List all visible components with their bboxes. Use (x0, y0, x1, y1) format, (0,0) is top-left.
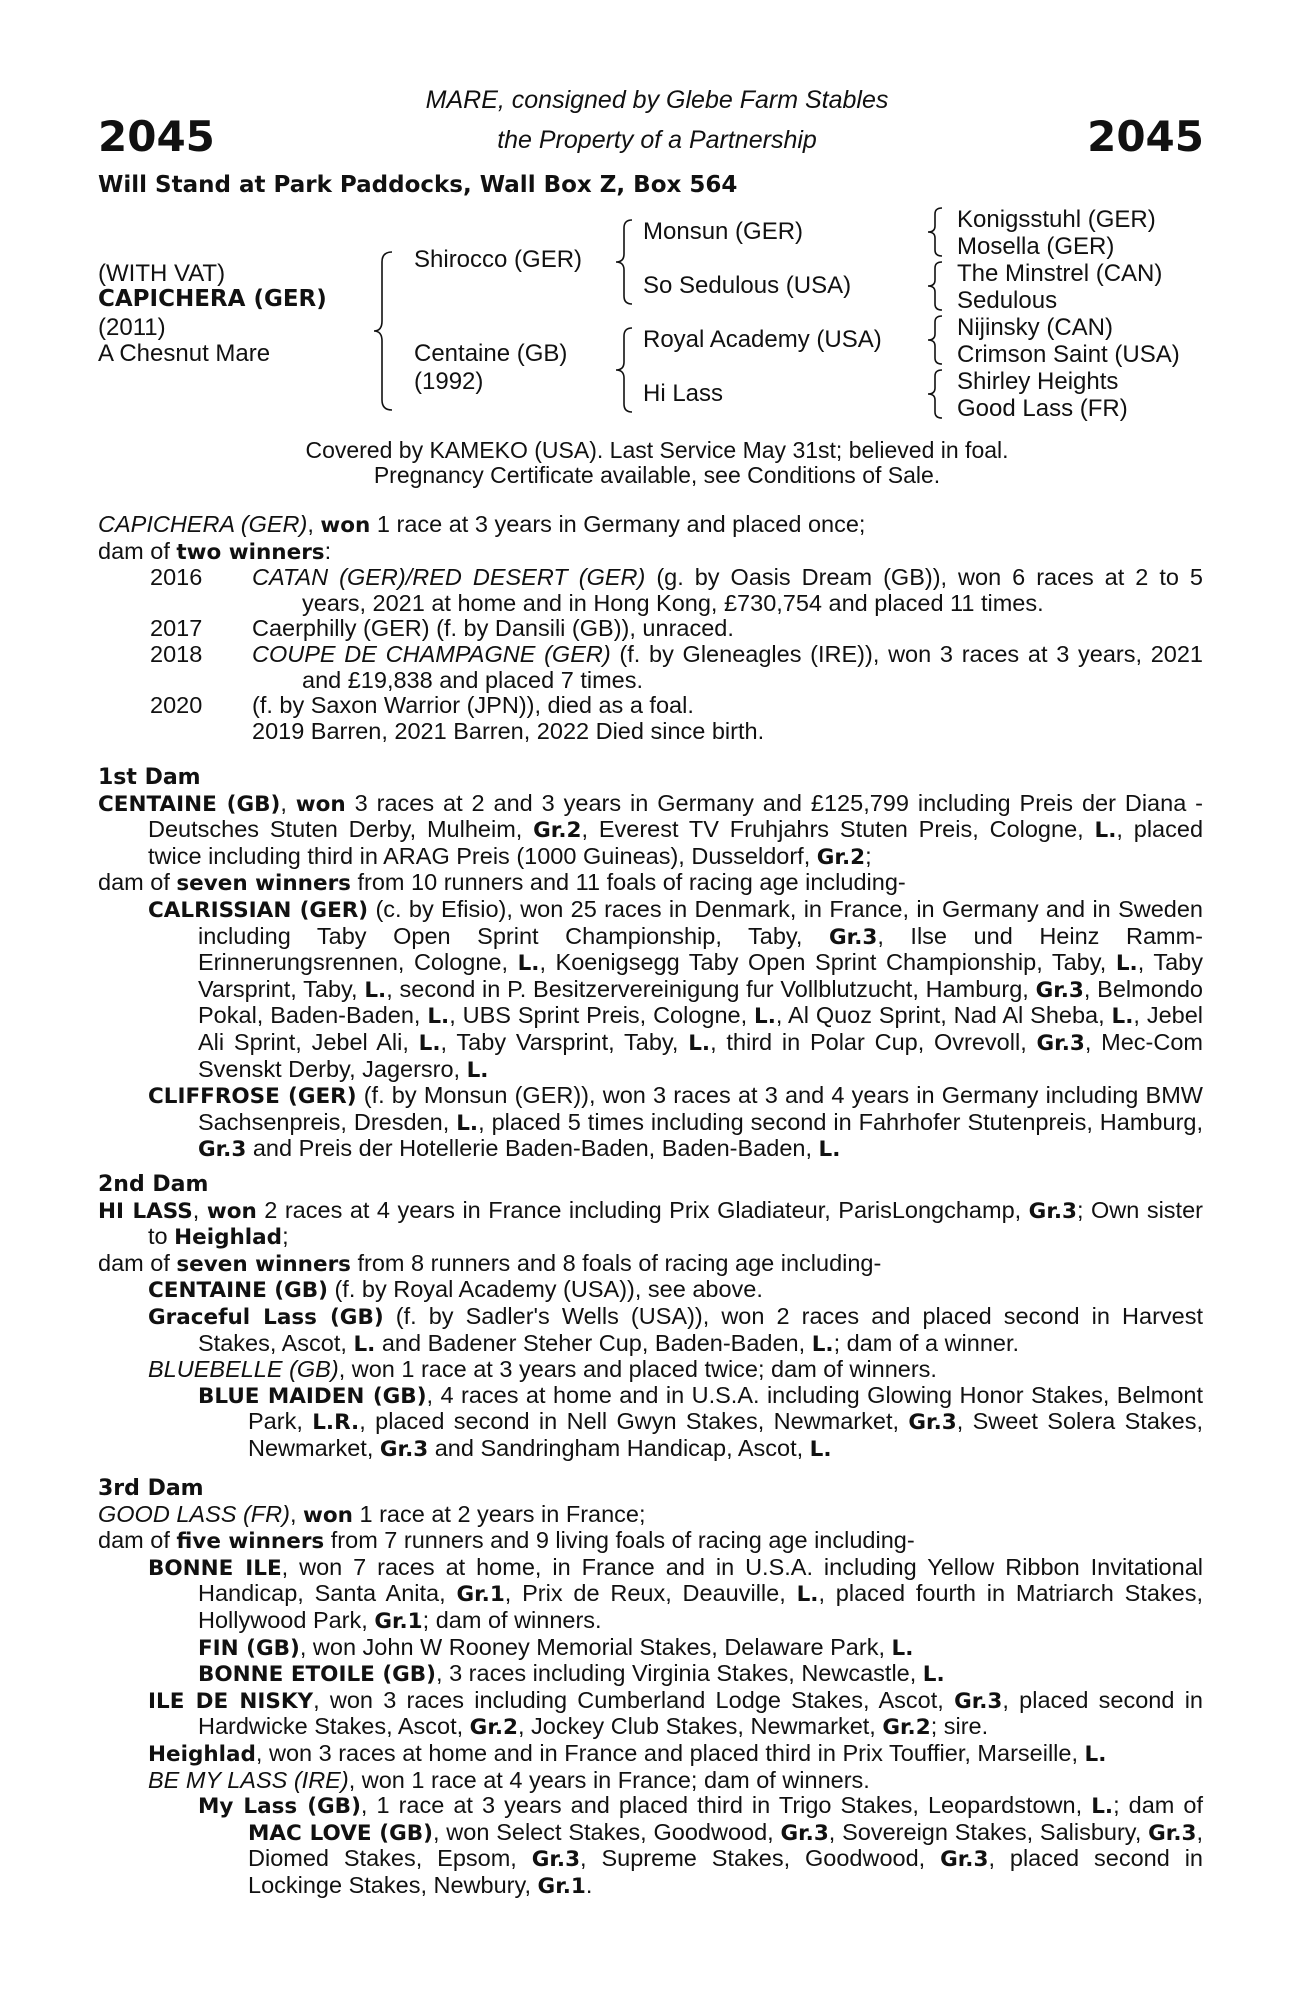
grandparent-8: Good Lass (FR) (957, 395, 1128, 422)
lot-number-right: 2045 (1087, 112, 1204, 161)
first-dam-heading: 1st Dam (98, 765, 201, 790)
third-dam-heading: 3rd Dam (98, 1476, 204, 1501)
third-dam-section: 3rd Dam GOOD LASS (FR), won 1 race at 2 years in France; dam of five winners from 7 runners and 9 living foals of racing age including- BONNE ILE, won 7 races at home, in France and in U.S.A. including Yellow Ribbon Invitational Handicap, Santa Anita, Gr.1, Prix de Reux, Deauville, L., placed fourth in Matriarch Stakes, Hollywood Park, Gr.1; dam of winners. FIN (GB), won John W Rooney Memorial Stakes, Delaware Park, L. BONNE ETOILE (GB), 3 races including Virginia Stakes, Newcastle, L. ILE DE NISKY, won 3 races including Cumberland Lodge Stakes, Ascot, Gr.3, placed second in Hardwicke Stakes, Ascot, Gr.2, Jockey Club Stakes, Newmarket, Gr.2; sire. Heighlad, won 3 races at home and in France and placed third in Prix Touffier, Marseille, L. BE MY LASS (IRE), won 1 race at 4 years in France; dam of winners. My Lass (GB), 1 race at 3 years and placed third in Trigo Stakes, Leopardstown, L.; dam of MAC LOVE (GB), won Select Stakes, Goodwood, Gr.3, Sovereign Stakes, Salisbury, Gr.3, Diomed Stakes, Epsom, Gr.3, Supreme Stakes, Goodwood, Gr.3, placed second in Lockinge Stakes, Newbury, Gr.1. (98, 1476, 1203, 1899)
covering-line1: Covered by KAMEKO (USA). Last Service May 31st; believed in foal. (305, 437, 1009, 463)
grandparent-1: Konigsstuhl (GER) (957, 206, 1156, 233)
centaine-entry: CENTAINE (GB) (f. by Royal Academy (USA)), see above. (148, 1276, 763, 1304)
mare-name: CAPICHERA (GER) (98, 511, 308, 537)
winners-count: two winners (176, 539, 325, 565)
fin-entry: FIN (GB), won John W Rooney Memorial Stakes, Delaware Park, L. (198, 1633, 914, 1661)
dam-sire: Royal Academy (USA) (643, 326, 882, 353)
grandparent-2: Mosella (GER) (957, 233, 1115, 260)
bonne-etoile-entry: BONNE ETOILE (GB), 3 races including Virginia Stakes, Newcastle, L. (198, 1660, 945, 1688)
calrissian-entry: CALRISSIAN (GER) (c. by Efisio), won 25 races in Denmark, in France, in Germany and in Sweden including Taby Open Sprint Championship, Taby, Gr.3, Ilse und Heinz Ramm-Erinnerungsrennen, Cologne, L., Koenigsegg Taby Open Sprint Championship, Taby, L., Taby Varsprint, Taby, L., second in P. Besitzervereinigung fur Vollblutzucht, Hamburg, Gr.3, Belmondo Pokal, Baden-Baden, L., UBS Sprint Preis, Cologne, L., Al Quoz Sprint, Nad Al Sheba, L., Jebel Ali Sprint, Jebel Ali, L., Taby Varsprint, Taby, L., third in Polar Cup, Ovrevoll, Gr.3, Mec-Com Svenskt Derby, Jagersro, L. (148, 895, 1204, 1083)
sire-dam: So Sedulous (USA) (643, 272, 852, 299)
brace-g3 (926, 314, 946, 366)
foal-row-2018: 2018 COUPE DE CHAMPAGNE (GER) (f. by Gleneagles (IRE)), won 3 races at 3 years, 2021 and £19,838 and placed 7 times. (150, 640, 1203, 693)
brace-g2 (926, 260, 946, 312)
brace-sire (614, 218, 636, 306)
first-dam-section: 1st Dam CENTAINE (GB), won 3 races at 2 and 3 years in Germany and £125,799 including Preis der Diana - Deutsches Stuten Derby, Mulheim, Gr.2, Everest TV Fruhjahrs Stuten Preis, Cologne, L., placed twice including third in ARAG Preis (1000 Guineas), Dusseldorf, Gr.2; dam of seven winners from 10 runners and 11 foals of racing age including- CALRISSIAN (GER) (c. by Efisio), won 25 races in Denmark, in France, in Germany and in Sweden including Taby Open Sprint Championship, Taby, Gr.3, Ilse und Heinz Ramm-Erinnerungsrennen, Cologne, L., Koenigsegg Taby Open Sprint Championship, Taby, L., Taby Varsprint, Taby, L., second in P. Besitzervereinigung fur Vollblutzucht, Hamburg, Gr.3, Belmondo Pokal, Baden-Baden, L., UBS Sprint Preis, Cologne, L., Al Quoz Sprint, Nad Al Sheba, L., Jebel Ali Sprint, Jebel Ali, L., Taby Varsprint, Taby, L., third in Polar Cup, Ovrevoll, Gr.3, Mec-Com Svenskt Derby, Jagersro, L. CLIFFROSE (GER) (f. by Monsun (GER)), won 3 races at 3 and 4 years in Germany including BMW Sachsenpreis, Dresden, L., placed 5 times including second in Fahrhofer Stutenpreis, Hamburg, Gr.3 and Preis der Hotellerie Baden-Baden, Baden-Baden, L. (98, 765, 1204, 1163)
grandparent-4: Sedulous (957, 287, 1058, 314)
dam-year: (1992) (414, 368, 484, 395)
horse-description: A Chesnut Mare (98, 340, 271, 367)
covering-line2: Pregnancy Certificate available, see Conditions of Sale. (373, 462, 941, 488)
second-dam-section: 2nd Dam HI LASS, won 2 races at 4 years in France including Prix Gladiateur, ParisLongchamp, Gr.3; Own sister to Heighlad; dam of seven winners from 8 runners and 8 foals of racing age including- CENTAINE (GB) (f. by Royal Academy (USA)), see above. Graceful Lass (GB) (f. by Sadler's Wells (USA)), won 2 races and placed second in Harvest Stakes, Ascot, L. and Badener Steher Cup, Baden-Baden, L.; dam of a winner. BLUEBELLE (GB), won 1 race at 3 years and placed twice; dam of winners. BLUE MAIDEN (GB), 4 races at home and in U.S.A. including Glowing Honor Stakes, Belmont Park, L.R., placed second in Nell Gwyn Stakes, Newmarket, Gr.3, Sweet Solera Stakes, Newmarket, Gr.3 and Sandringham Handicap, Ascot, L. (98, 1172, 1204, 1462)
second-dam-heading: 2nd Dam (98, 1172, 209, 1197)
produce-section: CAPICHERA (GER), won 1 race at 3 years in Germany and placed once; dam of two winners: 2016 CATAN (GER)/RED DESERT (GER) (g. by Oasis Dream (GB)), won 6 races at 2 to 5 years, 2021 at home and in Hong Kong, £730,754 and placed 11 times. 2017 Caerphilly (GER) (f. by Dansili (GB)), unraced. 2018 COUPE DE CHAMPAGNE (GER) (f. by Gleneagles (IRE)), won 3 races at 3 years, 2021 and £19,838 and placed 7 times. 2020 (f. by Saxon Warrior (JPN)), died as a foal. 2019 Barren, 2021 Barren, 2022 Died since birth. (98, 511, 1203, 744)
ile-de-nisky-entry: ILE DE NISKY, won 3 races including Cumberland Lodge Stakes, Ascot, Gr.3, placed second in Hardwicke Stakes, Ascot, Gr.2, Jockey Club Stakes, Newmarket, Gr.2; sire. (148, 1686, 1203, 1741)
dam-dam: Hi Lass (643, 380, 724, 407)
my-lass-entry: My Lass (GB), 1 race at 3 years and placed third in Trigo Stakes, Leopardstown, L.; dam of MAC LOVE (GB), won Select Stakes, Goodwood, Gr.3, Sovereign Stakes, Salisbury, Gr.3, Diomed Stakes, Epsom, Gr.3, Supreme Stakes, Goodwood, Gr.3, placed second in Lockinge Stakes, Newbury, Gr.1. (198, 1792, 1203, 1899)
be-my-lass-entry: BE MY LASS (IRE), won 1 race at 4 years in France; dam of winners. (148, 1766, 870, 1793)
consignment-line1: MARE, consigned by Glebe Farm Stables (425, 86, 889, 114)
brace-dam (614, 326, 636, 414)
heighlad-entry: Heighlad, won 3 races at home and in France and placed third in Prix Touffier, Marseille, L. (148, 1739, 1107, 1767)
grandparent-6: Crimson Saint (USA) (957, 341, 1180, 368)
barren-row: 2019 Barren, 2021 Barren, 2022 Died since birth. (252, 717, 765, 744)
foal-row-2017: 2017 Caerphilly (GER) (f. by Dansili (GB)), unraced. (150, 615, 734, 642)
grandparent-5: Nijinsky (CAN) (957, 314, 1113, 341)
foal-row-2020: 2020 (f. by Saxon Warrior (JPN)), died as a foal. (150, 692, 694, 719)
grandparent-3: The Minstrel (CAN) (957, 260, 1163, 287)
stand-location: Will Stand at Park Paddocks, Wall Box Z, Box 564 (98, 172, 738, 198)
lot-number-left: 2045 (98, 112, 215, 161)
bonne-ile-entry: BONNE ILE, won 7 races at home, in France and in U.S.A. including Yellow Ribbon Invitational Handicap, Santa Anita, Gr.1, Prix de Reux, Deauville, L., placed fourth in Matriarch Stakes, Hollywood Park, Gr.1; dam of winners. (148, 1553, 1203, 1634)
brace-g4 (926, 368, 946, 420)
brace-g1 (926, 206, 946, 258)
bluebelle-entry: BLUEBELLE (GB), won 1 race at 3 years and placed twice; dam of winners. (148, 1356, 937, 1383)
dam: Centaine (GB) (414, 340, 568, 367)
blue-maiden-entry: BLUE MAIDEN (GB), 4 races at home and in U.S.A. including Glowing Honor Stakes, Belmont Park, L.R., placed second in Nell Gwyn Stakes, Newmarket, Gr.3, Sweet Solera Stakes, Newmarket, Gr.3 and Sandringham Handicap, Ascot, L. (198, 1381, 1204, 1462)
cliffrose-entry: CLIFFROSE (GER) (f. by Monsun (GER)), won 3 races at 3 and 4 years in Germany including BMW Sachsenpreis, Dresden, L., placed 5 times including second in Fahrhofer Stutenpreis, Hamburg, Gr.3 and Preis der Hotellerie Baden-Baden, Baden-Baden, L. (148, 1082, 1203, 1163)
grandparent-7: Shirley Heights (957, 368, 1119, 395)
vat-note: (WITH VAT) (98, 260, 226, 287)
brace-gen1 (372, 250, 396, 412)
won-label: won (320, 513, 371, 538)
horse-year: (2011) (98, 314, 166, 341)
consignment-line2: the Property of a Partnership (497, 126, 817, 154)
graceful-lass-entry: Graceful Lass (GB) (f. by Sadler's Wells (USA)), won 2 races and placed second in Harvest Stakes, Ascot, L. and Badener Steher Cup, Baden-Baden, L.; dam of a winner. (148, 1302, 1203, 1357)
horse-name: CAPICHERA (GER) (98, 286, 327, 312)
sire: Shirocco (GER) (414, 246, 583, 273)
foal-row-2016: 2016 CATAN (GER)/RED DESERT (GER) (g. by Oasis Dream (GB)), won 6 races at 2 to 5 years, 2021 at home and in Hong Kong, £730,754 and placed 11 times. (150, 564, 1203, 616)
sire-sire: Monsun (GER) (643, 218, 804, 245)
